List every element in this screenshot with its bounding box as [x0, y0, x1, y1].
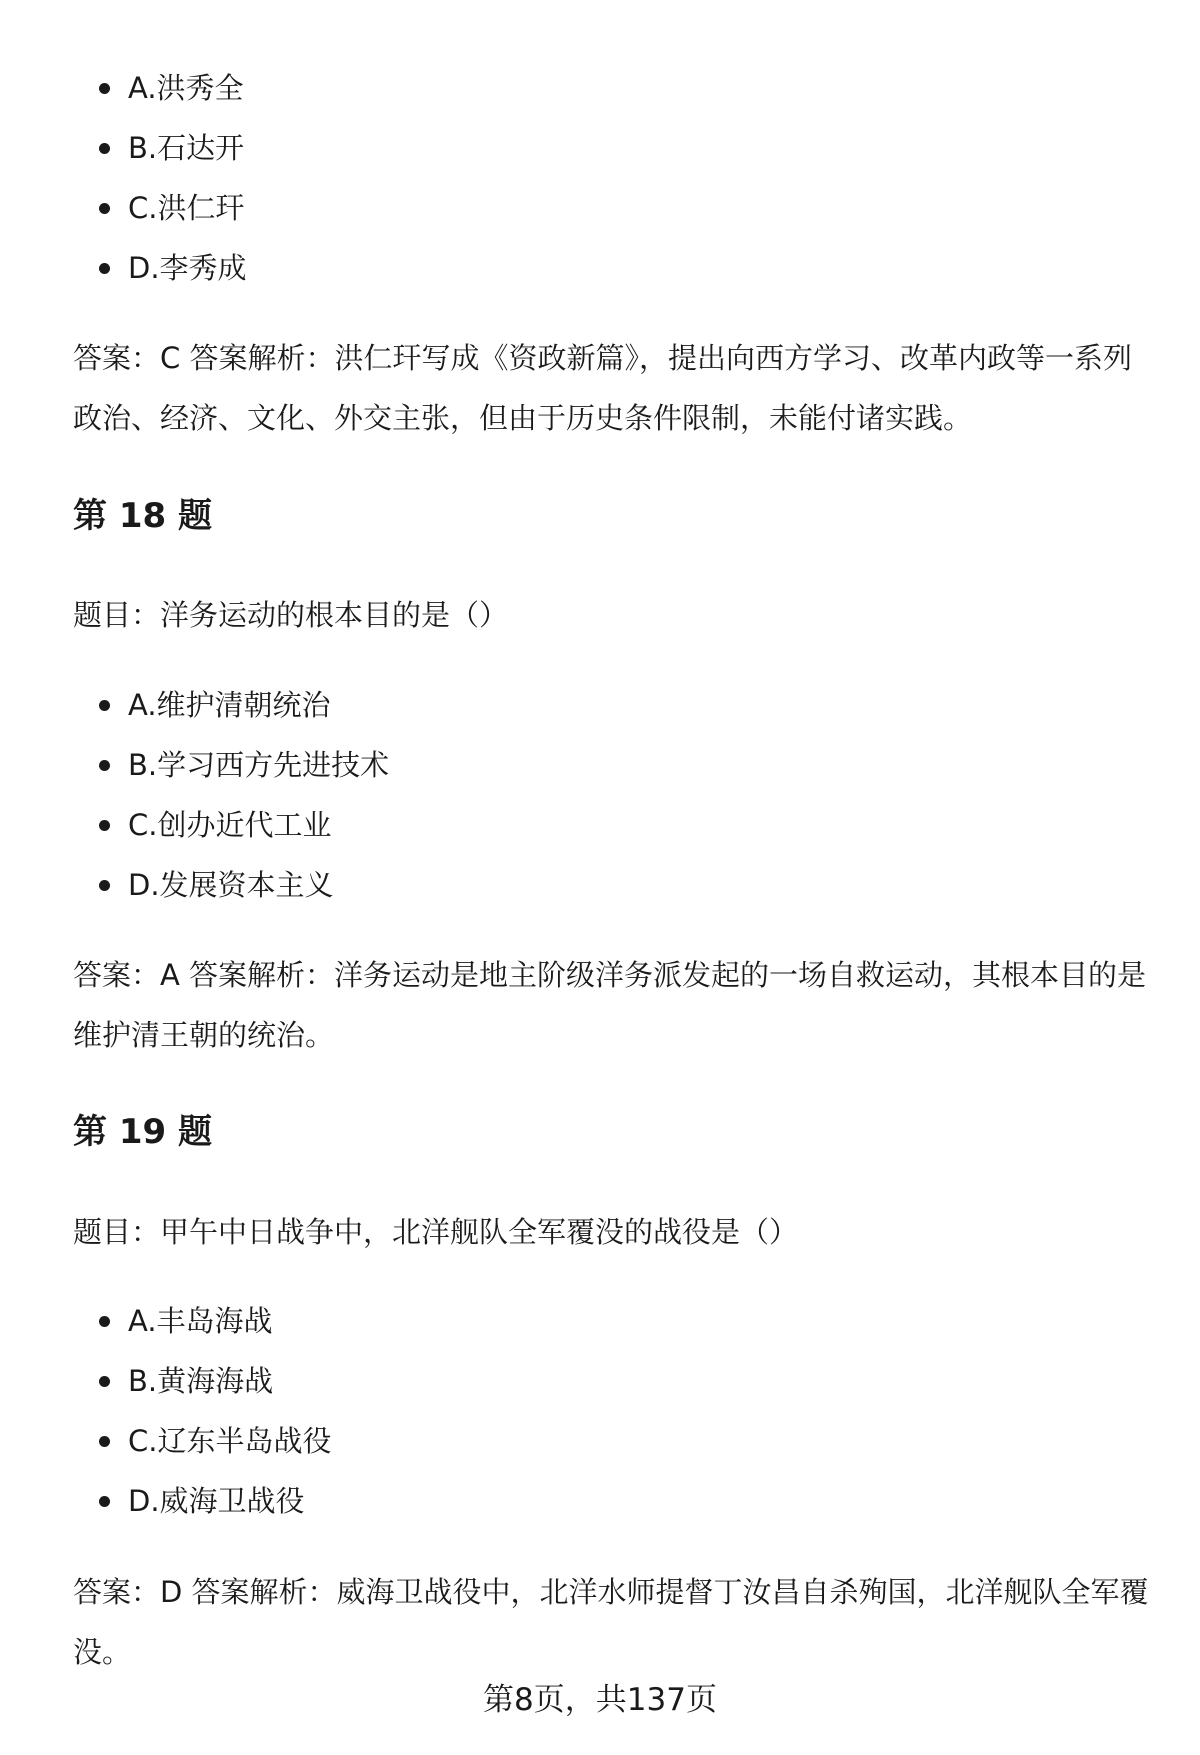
q18-option-c: C.创办近代工业 — [73, 795, 389, 855]
q17-option-a: A.洪秀全 — [73, 58, 247, 118]
q19-option-a: A.丰岛海战 — [73, 1291, 331, 1351]
q18-question: 题目：洋务运动的根本目的是（） — [73, 598, 509, 632]
q19-question: 题目：甲午中日战争中，北洋舰队全军覆没的战役是（） — [73, 1215, 799, 1249]
q19-option-c: C.辽东半岛战役 — [73, 1411, 331, 1471]
q19-options — [73, 1291, 331, 1531]
q17-option-c: C.洪仁玕 — [73, 178, 247, 238]
q18-heading: 第 18 题 — [73, 496, 212, 536]
q18-options — [73, 675, 389, 915]
q18-option-a: A.维护清朝统治 — [73, 675, 389, 735]
q19-answer: 答案：D 答案解析：威海卫战役中，北洋水师提督丁汝昌自杀殉国，北洋舰队全军覆没。 — [73, 1575, 1149, 1669]
q17-options — [73, 58, 247, 298]
q19-option-d: D.威海卫战役 — [73, 1471, 331, 1531]
q17-option-d: D.李秀成 — [73, 238, 247, 298]
q18-option-b: B.学习西方先进技术 — [73, 735, 389, 795]
q17-option-b: B.石达开 — [73, 118, 247, 178]
page-footer: 第8页，共137页 — [483, 1682, 717, 1718]
q18-answer: 答案：A 答案解析：洋务运动是地主阶级洋务派发起的一场自救运动，其根本目的是维护清王朝的统治。 — [73, 958, 1147, 1052]
q17-answer: 答案：C 答案解析：洪仁玕写成《资政新篇》，提出向西方学习、改革内政等一系列政治、经济、文化、外交主张，但由于历史条件限制，未能付诸实践。 — [73, 341, 1132, 435]
q19-option-b: B.黄海海战 — [73, 1351, 331, 1411]
q19-heading: 第 19 题 — [73, 1112, 212, 1152]
q18-option-d: D.发展资本主义 — [73, 855, 389, 915]
